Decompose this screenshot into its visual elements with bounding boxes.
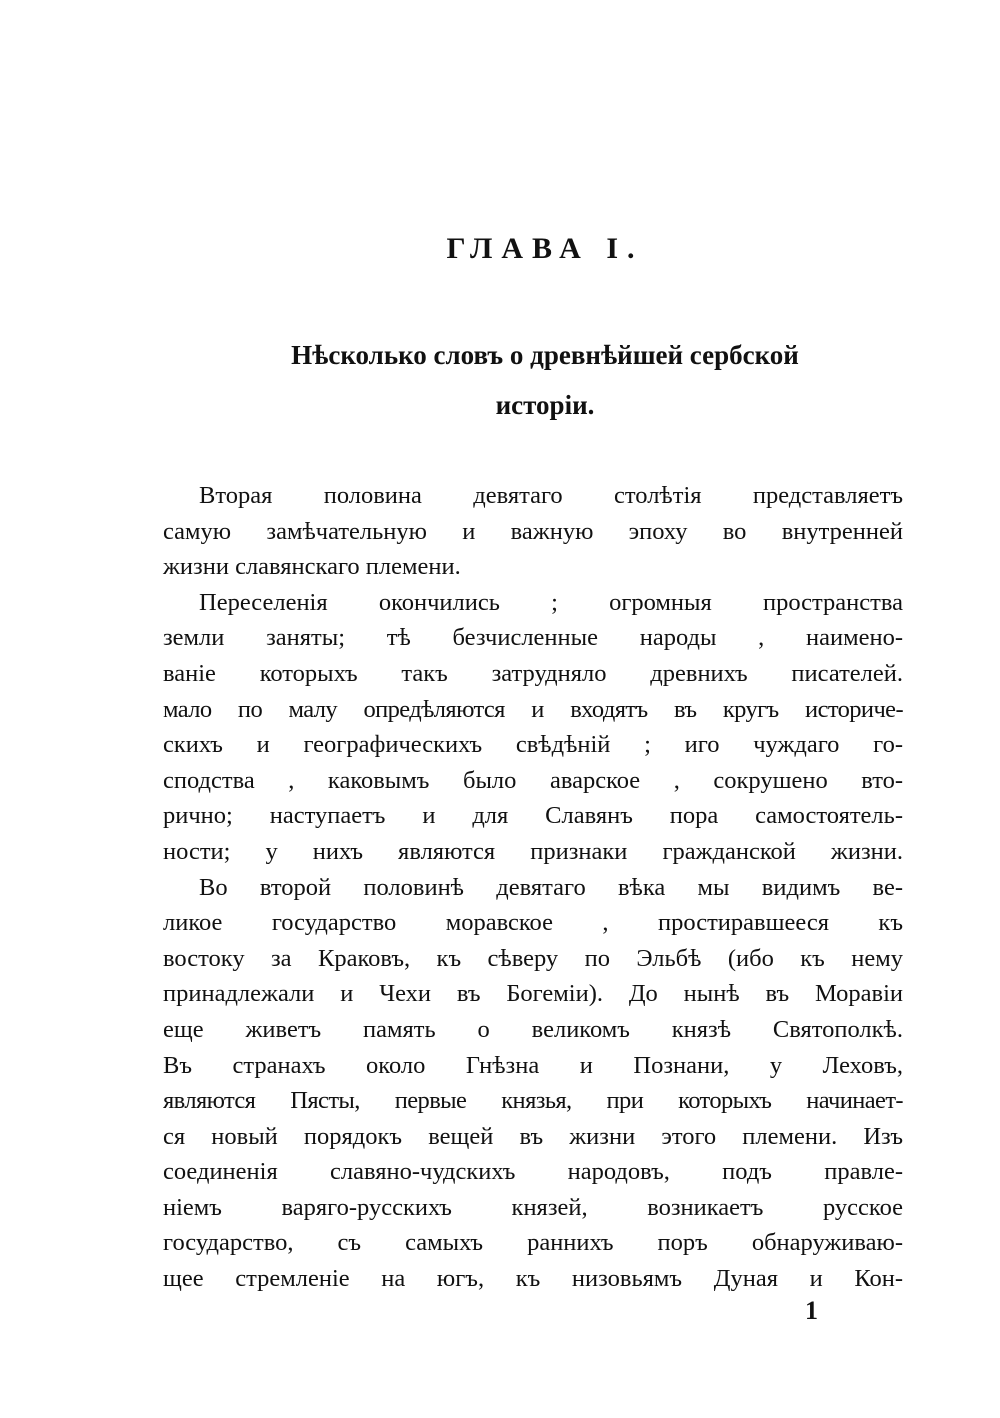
text-line: Въ странахъ около Гнѣзна и Познани, у Леховъ, bbox=[163, 1051, 903, 1079]
text-line: самую замѣчательную и важную эпоху во внутренней bbox=[163, 517, 903, 545]
text-line: принадлежали и Чехи въ Богеміи). До нынѣ въ Моравіи bbox=[163, 980, 903, 1008]
text-line: ся новый порядокъ вещей въ жизни этого племени. Изъ bbox=[163, 1122, 903, 1150]
text-line: жизни славянскаго племени. bbox=[163, 553, 461, 581]
text-line: ніемъ варяго-русскихъ князей, возникаетъ русское bbox=[163, 1193, 903, 1221]
text-line: мало по малу опредѣляются и входятъ въ кругъ историче- bbox=[163, 695, 903, 723]
text-line: являются Пясты, первые князья, при которыхъ начинает- bbox=[163, 1087, 903, 1115]
text-line: щее стремленіе на югъ, къ низовьямъ Дуная и Кон- bbox=[163, 1265, 903, 1293]
text-line: Во второй половинѣ девятаго вѣка мы видимъ ве- bbox=[199, 873, 903, 901]
text-line: Вторая половина девятаго столѣтія представляетъ bbox=[199, 482, 903, 509]
text-line: ликое государство моравское , простиравшееся къ bbox=[163, 909, 903, 937]
page-number: 1 bbox=[805, 1296, 818, 1325]
section-title-line-1: Нѣсколько словъ о древнѣйшей сербской bbox=[291, 340, 799, 370]
text-line: востоку за Краковъ, къ сѣверу по Эльбѣ (ибо къ нему bbox=[163, 944, 903, 972]
section-title bbox=[160, 330, 930, 430]
text-line: ваніе которыхъ такъ затрудняло древнихъ писателей. bbox=[163, 659, 903, 687]
text-line: скихъ и географическихъ свѣдѣній ; иго чуждаго го- bbox=[163, 731, 903, 759]
text-line: ности; у нихъ являются признаки гражданской жизни. bbox=[163, 837, 903, 865]
body-text bbox=[163, 478, 903, 1297]
text-line: еще живетъ память о великомъ князѣ Святополкѣ. bbox=[163, 1015, 903, 1043]
chapter-heading: ГЛАВА I. bbox=[446, 232, 644, 265]
text-line: земли заняты; тѣ безчисленные народы , наимено- bbox=[163, 624, 903, 652]
text-line: Переселенія окончились ; огромныя пространства bbox=[199, 588, 903, 616]
text-line: сподства , каковымъ было аварское , сокрушено вто- bbox=[163, 766, 903, 794]
text-line: соединенія славяно-чудскихъ народовъ, подъ правле- bbox=[163, 1158, 903, 1186]
text-line: рично; наступаетъ и для Славянъ пора самостоятель- bbox=[163, 802, 903, 830]
section-title-line-2: исторіи. bbox=[495, 390, 595, 420]
text-line: государство, съ самыхъ раннихъ поръ обнаруживаю- bbox=[163, 1229, 903, 1257]
